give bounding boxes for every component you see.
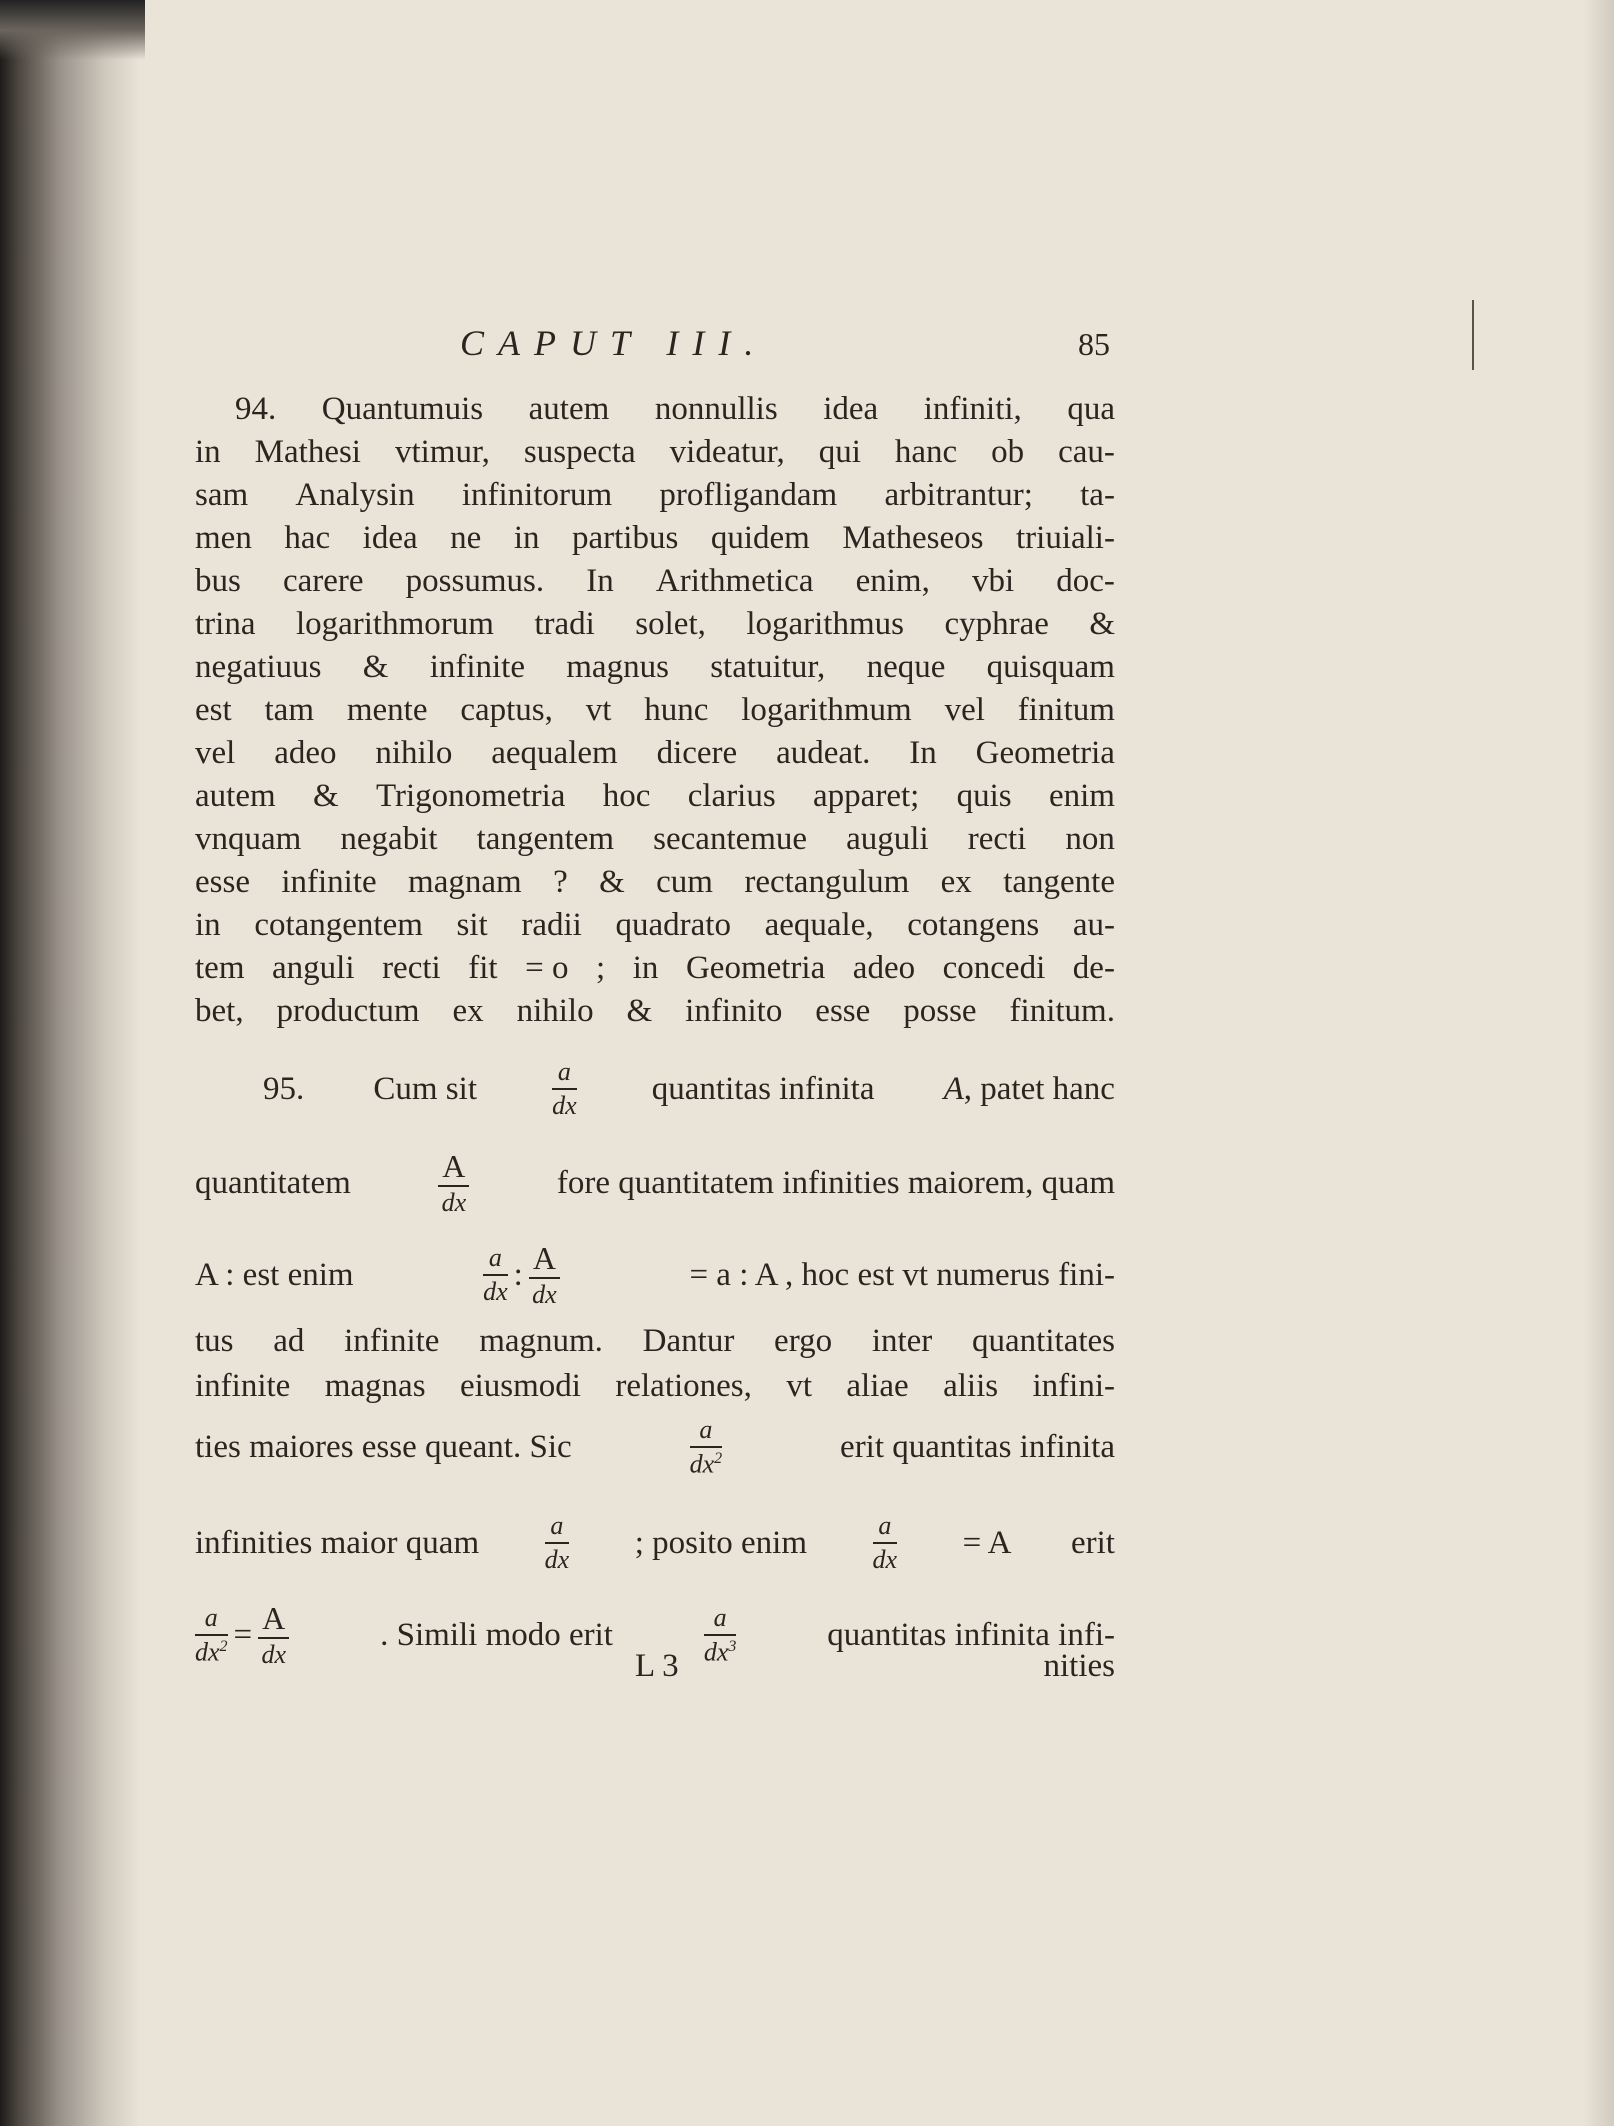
p95-line-6 [195, 1408, 1115, 1486]
numerator: a [713, 1602, 727, 1632]
word: men [195, 520, 252, 556]
denominator-base: dx [703, 1637, 729, 1667]
word: Matheseos [842, 520, 984, 556]
word: logarithmorum [295, 606, 494, 642]
numerator: A [532, 1240, 556, 1276]
text-line [195, 560, 1115, 603]
text-span: , patet hanc [963, 1070, 1115, 1107]
word: Analysin [295, 477, 415, 513]
word: in [632, 950, 659, 986]
fraction-A-dx [438, 1150, 469, 1216]
text-span: fore quantitatem infinities maiorem, quam [556, 1164, 1115, 1201]
text-line [195, 732, 1115, 775]
text-span: = A [962, 1524, 1012, 1561]
word: logarithmum [741, 692, 912, 728]
running-head [460, 322, 1110, 372]
word: Quantumuis [321, 391, 484, 427]
denominator: dx [483, 1277, 508, 1306]
word: trina [195, 606, 256, 642]
word: doc- [1056, 563, 1115, 599]
word: ta- [1080, 477, 1115, 513]
word: In [586, 563, 614, 599]
numerator: A [262, 1600, 286, 1636]
word: bet, [195, 993, 244, 1029]
word: in [195, 907, 221, 943]
text-line [195, 775, 1115, 818]
denominator: dx [544, 1545, 570, 1574]
word: qui [818, 434, 861, 470]
word: est [195, 692, 232, 728]
fraction-a-dx [483, 1245, 508, 1305]
word: vel [195, 735, 236, 771]
word: infiniti, [923, 391, 1022, 427]
text-span: . Simili modo erit [380, 1616, 613, 1653]
word: idea [362, 520, 418, 556]
paragraph-94 [195, 388, 1115, 1033]
equals-sign: = [233, 1616, 253, 1653]
word: radii [521, 907, 582, 943]
word: cau- [1058, 434, 1115, 470]
word: autem [195, 778, 276, 814]
text-line [195, 861, 1115, 904]
p95-line-3 [195, 1232, 1115, 1318]
p95-line-1 [195, 1046, 1115, 1132]
text-line [195, 388, 1115, 431]
word: in [513, 520, 540, 556]
word: statuitur, [710, 649, 826, 685]
text-span: erit quantitas infinita [840, 1428, 1115, 1465]
text-span: quantitas infinita [651, 1070, 875, 1107]
word: aequale, [764, 907, 874, 943]
binding-corner-shadow [0, 0, 145, 60]
word: infinitorum [461, 477, 613, 513]
word: & [362, 649, 389, 685]
colon-sign: : [513, 1256, 523, 1293]
word: esse [815, 993, 871, 1029]
word: idea [823, 391, 879, 427]
word: nihilo [516, 993, 594, 1029]
word: tem [195, 950, 245, 986]
text-span: A : est enim [195, 1256, 354, 1293]
word: videatur, [669, 434, 785, 470]
exponent: 3 [728, 1637, 737, 1655]
word: ob [991, 434, 1025, 470]
word: vt [585, 692, 612, 728]
denominator [690, 1448, 723, 1478]
numerator: A [442, 1148, 466, 1184]
denominator: dx [552, 1091, 577, 1120]
word: hanc [894, 434, 958, 470]
word: enim [1048, 778, 1115, 814]
p95-line-4 [195, 1320, 1115, 1363]
word: vbi [971, 563, 1015, 599]
word: quis [956, 778, 1012, 814]
word: apparet; [813, 778, 920, 814]
word: secantemue [653, 821, 808, 857]
symbol-A: A [943, 1070, 964, 1107]
page-edge-shadow [1584, 0, 1614, 2126]
word: logarithmus [746, 606, 904, 642]
word: de- [1072, 950, 1115, 986]
word: au- [1072, 907, 1115, 943]
word: quadrato [615, 907, 731, 943]
exponent: 2 [714, 1449, 723, 1467]
text-line [195, 603, 1115, 646]
word: bus [195, 563, 241, 599]
word: captus, [460, 692, 553, 728]
text-line [195, 990, 1115, 1033]
word: auguli [846, 821, 929, 857]
text-span: quantitas infinita infi- [827, 1616, 1115, 1653]
denominator-base: dx [195, 1637, 220, 1667]
word: suspecta [523, 434, 636, 470]
word: cotangentem [254, 907, 423, 943]
word: vnquam [195, 821, 302, 857]
word: & [599, 864, 625, 900]
word: Geometria [975, 735, 1115, 771]
denominator: dx [261, 1640, 286, 1669]
word: enim, [855, 563, 930, 599]
denominator-base: dx [689, 1449, 715, 1479]
word: autem [528, 391, 610, 427]
word: tam [264, 692, 314, 728]
word: tangentem [476, 821, 615, 857]
word: mente [346, 692, 428, 728]
text-line [195, 431, 1115, 474]
fraction-A-dx [529, 1242, 560, 1308]
text-line [195, 947, 1115, 990]
word: & [1089, 606, 1115, 642]
word: finitum [1017, 692, 1115, 728]
word: ne [450, 520, 482, 556]
numerator: a [488, 1243, 502, 1272]
word: infinite [429, 649, 525, 685]
word: & [312, 778, 339, 814]
word: anguli [272, 950, 355, 986]
p95-line-7 [195, 1500, 1115, 1586]
text-line [195, 646, 1115, 689]
text-span: erit [1071, 1524, 1115, 1561]
word: = o [525, 950, 569, 986]
word: ? [553, 864, 568, 900]
p95-line-2 [195, 1140, 1115, 1226]
word: ex [452, 993, 484, 1029]
word: cum [656, 864, 713, 900]
word: possumus. [405, 563, 545, 599]
word: vtimur, [394, 434, 490, 470]
text-line [195, 904, 1115, 947]
signature-mark: L 3 [635, 1648, 679, 1684]
word: arbitrantur; [884, 477, 1033, 513]
numerator: a [550, 1511, 564, 1540]
numerator: a [557, 1057, 571, 1086]
word: fit [468, 950, 498, 986]
word: infinite [281, 864, 377, 900]
text-line: infinite magnas eiusmodi relationes, vt aliae aliis infini- [195, 1368, 1115, 1404]
text-span: ties maiores esse queant. Sic [195, 1428, 572, 1465]
text-line: tus ad infinite magnum. Dantur ergo inter quantitates [195, 1323, 1115, 1359]
denominator: dx [532, 1280, 557, 1309]
word: audeat. [776, 735, 871, 771]
word: in [195, 434, 221, 470]
word: partibus [572, 520, 679, 556]
word: finitum. [1009, 993, 1115, 1029]
word: adeo [274, 735, 337, 771]
p95-line-5 [195, 1365, 1115, 1408]
word: triuiali- [1016, 520, 1115, 556]
word: Trigonometria [375, 778, 566, 814]
text-span: quantitatem [195, 1164, 351, 1201]
text-line [195, 474, 1115, 517]
word: In [909, 735, 937, 771]
text-span: ; posito enim [634, 1524, 808, 1561]
word: infinito [685, 993, 783, 1029]
text-span: infinities maior quam [195, 1524, 480, 1561]
word: hoc [602, 778, 651, 814]
text-line [195, 689, 1115, 732]
word: & [626, 993, 653, 1029]
numerator: a [878, 1511, 892, 1540]
word: Geometria [685, 950, 826, 986]
word: recti [382, 950, 441, 986]
section-number: 94. [235, 391, 277, 427]
word: tradi [534, 606, 595, 642]
word: sit [456, 907, 488, 943]
word: concedi [942, 950, 1046, 986]
word: ex [940, 864, 972, 900]
word: productum [276, 993, 420, 1029]
word: sam [195, 477, 249, 513]
fraction-a-dx [545, 1513, 570, 1573]
numerator: a [204, 1602, 218, 1632]
word: magnus [566, 649, 669, 685]
word: solet, [635, 606, 706, 642]
word: neque [866, 649, 946, 685]
word: Arithmetica [655, 563, 814, 599]
denominator: dx [872, 1545, 898, 1574]
word: esse [195, 864, 250, 900]
word: carere [282, 563, 364, 599]
text-line [195, 517, 1115, 560]
word: vel [944, 692, 985, 728]
word: magnam [408, 864, 522, 900]
word: posse [903, 993, 977, 1029]
fraction-a-dx [552, 1059, 577, 1119]
word: Mathesi [254, 434, 361, 470]
numerator: a [699, 1414, 713, 1444]
word: negabit [340, 821, 438, 857]
word: ; [596, 950, 606, 986]
word: recti [967, 821, 1027, 857]
word: qua [1067, 391, 1115, 427]
word: aequalem [491, 735, 618, 771]
margin-mark [1472, 300, 1474, 370]
word: rectangulum [744, 864, 910, 900]
word: nonnullis [654, 391, 778, 427]
text-span: = a : A , hoc est vt numerus fini- [689, 1256, 1115, 1293]
word: hunc [644, 692, 709, 728]
word: adeo [852, 950, 916, 986]
word: hac [284, 520, 331, 556]
word: non [1065, 821, 1115, 857]
exponent: 2 [219, 1637, 228, 1655]
text-span: Cum sit [373, 1070, 477, 1107]
text-line [195, 818, 1115, 861]
paragraph-95 [195, 1046, 1115, 1678]
section-number: 95. [263, 1070, 305, 1107]
word: negatiuus [195, 649, 322, 685]
catchword: nities [1043, 1648, 1115, 1684]
word: tangente [1003, 864, 1115, 900]
running-title: CAPUT III. [460, 323, 768, 363]
word: quidem [710, 520, 810, 556]
word: clarius [687, 778, 776, 814]
fraction-a-dx [873, 1513, 898, 1573]
page-number: 85 [1078, 326, 1110, 362]
denominator: dx [441, 1188, 467, 1217]
book-binding-shadow [0, 0, 140, 2126]
word: nihilo [375, 735, 453, 771]
word: cyphrae [944, 606, 1049, 642]
page-footer [195, 1648, 1115, 1691]
word: profligandam [659, 477, 838, 513]
fraction-a-dx2 [689, 1414, 723, 1479]
word: dicere [656, 735, 738, 771]
word: cotangens [907, 907, 1040, 943]
word: quisquam [986, 649, 1115, 685]
